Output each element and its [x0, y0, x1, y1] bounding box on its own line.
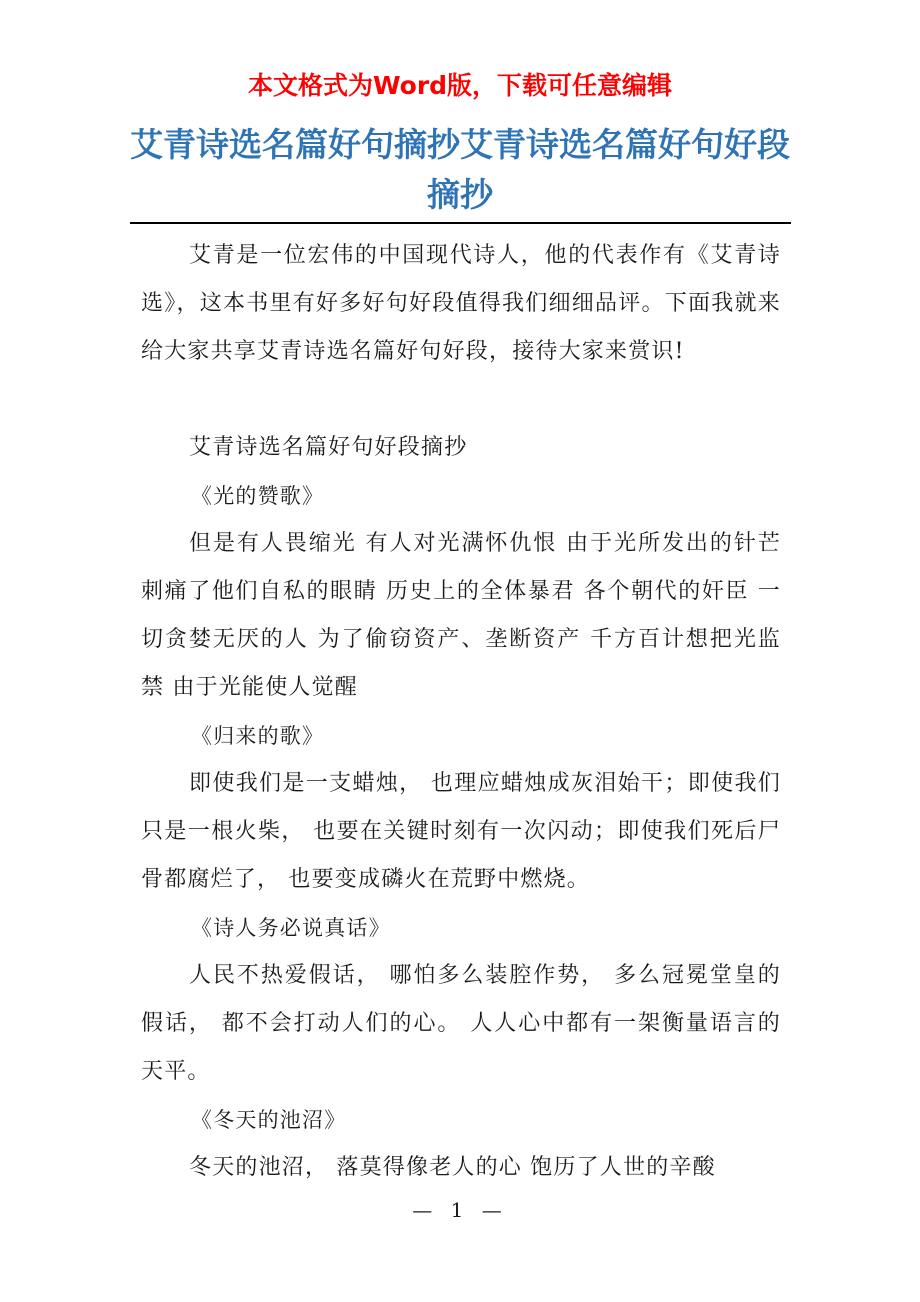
poem-excerpt: 冬天的池沼， 落莫得像老人的心 饱历了人世的辛酸 — [189, 1155, 716, 1180]
poem-excerpt: 即使我们是一支蜡烛， 也理应蜡烛成灰泪始干；即使我们只是一根火柴， 也要在关键时刻有一次闪动；即使我们死后尸骨都腐烂了， 也要变成磷火在荒野中燃烧。 — [141, 771, 781, 892]
section-subtitle: 艾青诗选名篇好句好段摘抄 — [189, 435, 468, 460]
document-body — [141, 232, 781, 1192]
poem-title: 《光的赞歌》 — [191, 484, 325, 508]
poem-title: 《冬天的池沼》 — [191, 1108, 347, 1132]
document-title: 艾青诗选名篇好句摘抄艾青诗选名篇好句好段摘抄 — [130, 125, 790, 214]
page-number: — 1 — — [412, 1198, 508, 1222]
poem-excerpt: 人民不热爱假话， 哪怕多么装腔作势， 多么冠冕堂皇的假话， 都不会打动人们的心。 人人心中都有一架衡量语言的天平。 — [141, 963, 781, 1084]
intro-paragraph: 艾青是一位宏伟的中国现代诗人，他的代表作有《艾青诗选》，这本书里有好多好句好段值得我们细细品评。下面我就来给大家共享艾青诗选名篇好句好段，接待大家来赏识! — [141, 243, 781, 364]
poem-excerpt: 但是有人畏缩光 有人对光满怀仇恨 由于光所发出的针芒 刺痛了他们自私的眼睛 历史上的全体暴君 各个朝代的奸臣 一切贪婪无厌的人 为了偷窃资产、垄断资产 千方百计想把光监禁 由于光能使人觉醒 — [141, 531, 781, 700]
format-banner: 本文格式为Word版，下载可任意编辑 — [247, 71, 673, 100]
title-divider — [130, 222, 791, 224]
poem-title: 《归来的歌》 — [191, 724, 325, 748]
blank-line — [141, 376, 781, 424]
poem-title: 《诗人务必说真话》 — [191, 916, 391, 940]
